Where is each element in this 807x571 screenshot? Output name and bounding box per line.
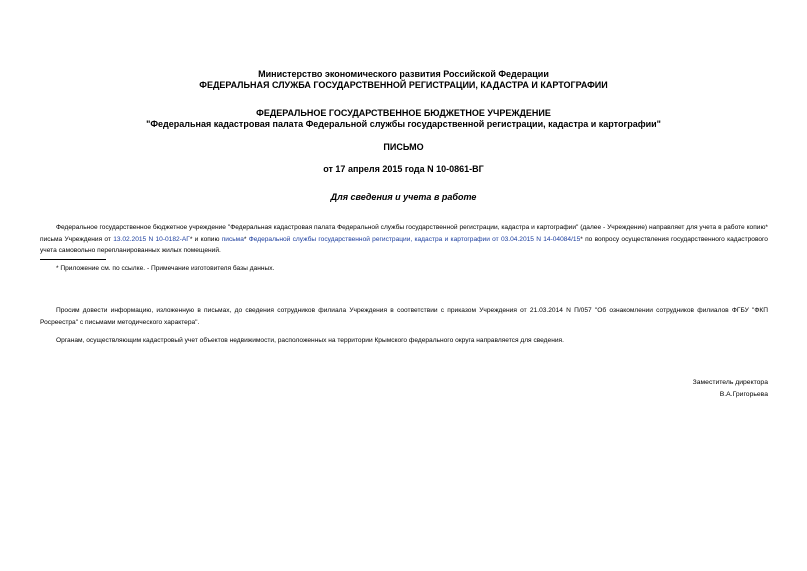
p1-text-2: * и копию (189, 235, 222, 243)
institution-full-name: "Федеральная кадастровая палата Федеральной службы государственной регистрации, кадастра и картографии" (146, 119, 661, 129)
paragraph-1 (40, 222, 768, 257)
paragraph-3 (40, 335, 768, 347)
institution-name: ФЕДЕРАЛЬНОЕ ГОСУДАРСТВЕННОЕ БЮДЖЕТНОЕ УЧРЕЖДЕНИЕ (256, 108, 551, 118)
footnote-divider (40, 259, 106, 260)
service-name: ФЕДЕРАЛЬНАЯ СЛУЖБА ГОСУДАРСТВЕННОЙ РЕГИСТРАЦИИ, КАДАСТРА И КАРТОГРАФИИ (199, 80, 608, 90)
ministry-name: Министерство экономического развития Российской Федерации (258, 69, 549, 79)
p1-text-3: * (243, 235, 249, 243)
p1-text-4: * по вопросу осуществления государственного кадастрового учета самовольно перепланированных жилых помещений. (40, 235, 768, 255)
signature-position: Заместитель директора (692, 379, 768, 386)
document-date-number: от 17 апреля 2015 года N 10-0861-ВГ (323, 164, 484, 174)
link-letter-fkp[interactable]: 13.02.2015 N 10-0182-АГ (113, 235, 190, 243)
p2-text: Просим довести информацию, изложенную в письмах, до сведения сотрудников филиала Учреждения в соответствии с приказом Учреждения от 21.03.2014 N П/057 "Об ознакомлении сотрудников филиалов ФГБУ "ФКП Росреестра" с письмами методического характера". (40, 307, 768, 326)
document-type: ПИСЬМО (383, 142, 424, 152)
link-letter-word[interactable]: письма (221, 235, 244, 243)
link-letter-rosreestr[interactable]: Федеральной службы государственной регистрации, кадастра и картографии от 03.04.2015 N 14-04084/15 (248, 235, 581, 243)
paragraph-2 (40, 305, 768, 328)
p1-text-1: Федеральное государственное бюджетное учреждение "Федеральная кадастровая палата Федеральной службы государственной регистрации, кадастра и картографии" (далее - Учреждение) направляет для учета в работе копию* письма Учреждения от (40, 224, 768, 243)
document-subject: Для сведения и учета в работе (330, 192, 477, 202)
footnote: * Приложение см. по ссылке. - Примечание изготовителя базы данных. (56, 265, 275, 272)
signature-name: В.А.Григорьева (719, 391, 768, 398)
p3-text: Органам, осуществляющим кадастровый учет объектов недвижимости, расположенных на территории Крымского федерального округа направляется для сведения. (56, 337, 564, 344)
